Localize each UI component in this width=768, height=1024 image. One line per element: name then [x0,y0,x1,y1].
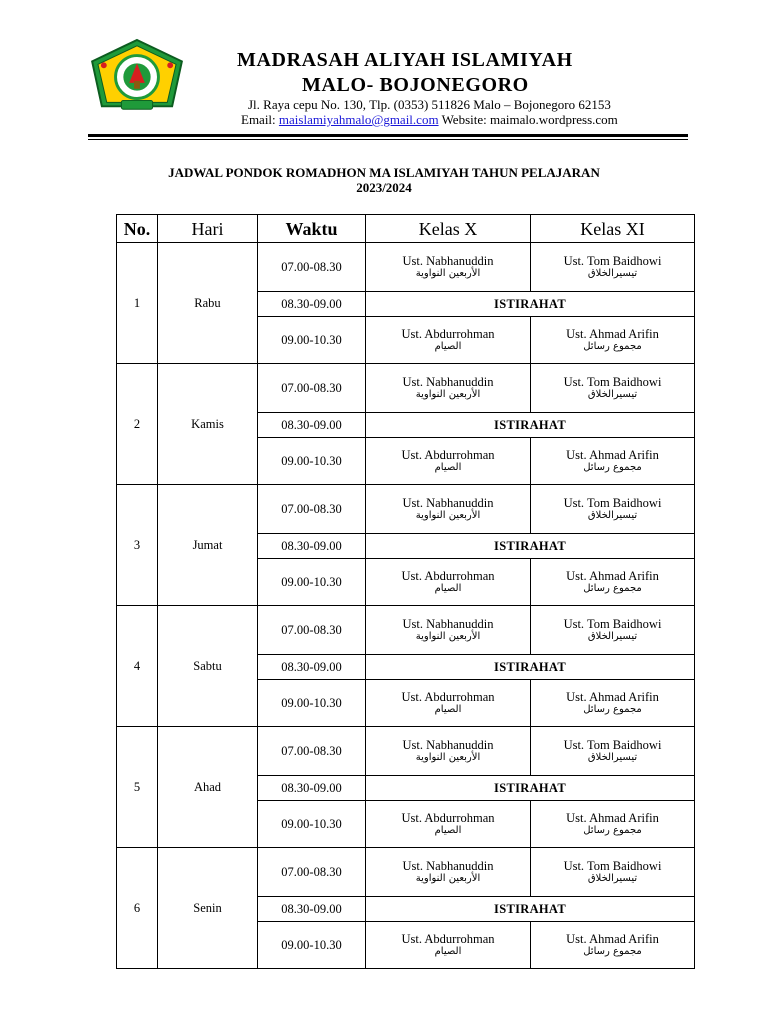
break-label: ISTIRAHAT [366,655,695,680]
header-no: No. [117,215,158,243]
class-xi-session [531,317,695,364]
subject-name: تيسيرالخلاق [587,631,638,642]
day-name: Sabtu [158,606,258,727]
table-row [117,364,695,413]
time-slot: 09.00-10.30 [258,317,366,364]
subject-name: تيسيرالخلاق [587,752,638,763]
class-x-session [366,922,531,969]
header-divider [88,134,688,142]
teacher-name: Ust. Tom Baidhowi [563,254,662,268]
day-name: Jumat [158,485,258,606]
time-slot: 08.30-09.00 [258,655,366,680]
teacher-name: Ust. Abdurrohman [401,811,495,825]
day-name: Kamis [158,364,258,485]
class-x-session [366,317,531,364]
subject-name: الصيام [434,341,462,352]
header-class-xi: Kelas XI [531,215,695,243]
class-x-session [366,606,531,655]
subject-name: مجموع رسائل [583,825,642,836]
class-xi-session [531,801,695,848]
teacher-name: Ust. Ahmad Arifin [566,569,659,583]
break-label: ISTIRAHAT [366,292,695,317]
time-slot: 07.00-08.30 [258,848,366,897]
day-name: Rabu [158,243,258,364]
subject-name: الأربعين النواوية [415,510,481,521]
table-header-row [117,215,695,243]
class-xi-session [531,848,695,897]
teacher-name: Ust. Ahmad Arifin [566,327,659,341]
teacher-name: Ust. Tom Baidhowi [563,617,662,631]
class-xi-session [531,922,695,969]
header-time: Waktu [258,215,366,243]
letterhead [0,0,768,140]
document-title: JADWAL PONDOK ROMADHON MA ISLAMIYAH TAHUN PELAJARAN [168,165,600,180]
schedule-body [117,243,695,969]
break-label: ISTIRAHAT [366,776,695,801]
time-slot: 08.30-09.00 [258,776,366,801]
school-address: Jl. Raya cepu No. 130, Tlp. (0353) 511826 Malo – Bojonegoro 62153 [248,97,611,112]
time-slot: 07.00-08.30 [258,606,366,655]
time-slot: 09.00-10.30 [258,438,366,485]
time-slot: 07.00-08.30 [258,243,366,292]
teacher-name: Ust. Tom Baidhowi [563,496,662,510]
break-label: ISTIRAHAT [366,413,695,438]
school-logo [88,38,186,118]
teacher-name: Ust. Abdurrohman [401,932,495,946]
class-x-session [366,727,531,776]
break-label: ISTIRAHAT [366,897,695,922]
teacher-name: Ust. Abdurrohman [401,327,495,341]
email-link[interactable]: maislamiyahmalo@gmail.com [278,112,439,127]
day-name: Senin [158,848,258,969]
subject-name: الصيام [434,946,462,957]
time-slot: 09.00-10.30 [258,559,366,606]
subject-name: الصيام [434,825,462,836]
time-slot: 07.00-08.30 [258,364,366,413]
teacher-name: Ust. Abdurrohman [401,569,495,583]
schedule-table [116,214,695,969]
subject-name: الصيام [434,704,462,715]
table-row [117,485,695,534]
time-slot: 08.30-09.00 [258,534,366,559]
class-xi-session [531,364,695,413]
class-xi-session [531,680,695,727]
day-number: 3 [117,485,158,606]
header-day: Hari [158,215,258,243]
day-number: 5 [117,727,158,848]
teacher-name: Ust. Ahmad Arifin [566,811,659,825]
class-x-session [366,485,531,534]
document-year: 2023/2024 [356,180,412,195]
table-row [117,243,695,292]
day-number: 1 [117,243,158,364]
time-slot: 08.30-09.00 [258,292,366,317]
day-number: 6 [117,848,158,969]
subject-name: تيسيرالخلاق [587,873,638,884]
subject-name: مجموع رسائل [583,946,642,957]
teacher-name: Ust. Ahmad Arifin [566,932,659,946]
header-class-x: Kelas X [366,215,531,243]
subject-name: الصيام [434,462,462,473]
class-x-session [366,438,531,485]
subject-name: تيسيرالخلاق [587,268,638,279]
class-x-session [366,559,531,606]
teacher-name: Ust. Nabhanuddin [402,859,494,873]
teacher-name: Ust. Nabhanuddin [402,496,494,510]
day-name: Ahad [158,727,258,848]
subject-name: مجموع رسائل [583,462,642,473]
class-xi-session [531,438,695,485]
class-xi-session [531,485,695,534]
teacher-name: Ust. Nabhanuddin [402,738,494,752]
table-row [117,848,695,897]
class-x-session [366,848,531,897]
email-label: Email: [241,112,279,127]
subject-name: مجموع رسائل [583,341,642,352]
time-slot: 08.30-09.00 [258,897,366,922]
class-x-session [366,364,531,413]
subject-name: تيسيرالخلاق [587,510,638,521]
subject-name: الأربعين النواوية [415,631,481,642]
subject-name: مجموع رسائل [583,583,642,594]
teacher-name: Ust. Tom Baidhowi [563,738,662,752]
school-name: MADRASAH ALIYAH ISLAMIYAH [237,49,573,71]
subject-name: الصيام [434,583,462,594]
website-text: Website: maimalo.wordpress.com [438,112,618,127]
teacher-name: Ust. Abdurrohman [401,690,495,704]
class-xi-session [531,243,695,292]
class-xi-session [531,559,695,606]
teacher-name: Ust. Nabhanuddin [402,375,494,389]
day-number: 2 [117,364,158,485]
class-x-session [366,801,531,848]
class-xi-session [531,727,695,776]
class-x-session [366,243,531,292]
time-slot: 08.30-09.00 [258,413,366,438]
time-slot: 09.00-10.30 [258,801,366,848]
table-row [117,606,695,655]
time-slot: 07.00-08.30 [258,485,366,534]
school-location: MALO- BOJONEGORO [302,74,529,96]
day-number: 4 [117,606,158,727]
table-row [117,727,695,776]
contact-line [241,112,618,128]
subject-name: تيسيرالخلاق [587,389,638,400]
subject-name: الأربعين النواوية [415,389,481,400]
time-slot: 07.00-08.30 [258,727,366,776]
teacher-name: Ust. Tom Baidhowi [563,375,662,389]
subject-name: مجموع رسائل [583,704,642,715]
time-slot: 09.00-10.30 [258,680,366,727]
teacher-name: Ust. Nabhanuddin [402,617,494,631]
break-label: ISTIRAHAT [366,534,695,559]
teacher-name: Ust. Tom Baidhowi [563,859,662,873]
subject-name: الأربعين النواوية [415,873,481,884]
class-xi-session [531,606,695,655]
teacher-name: Ust. Nabhanuddin [402,254,494,268]
subject-name: الأربعين النواوية [415,268,481,279]
teacher-name: Ust. Ahmad Arifin [566,690,659,704]
subject-name: الأربعين النواوية [415,752,481,763]
time-slot: 09.00-10.30 [258,922,366,969]
class-x-session [366,680,531,727]
teacher-name: Ust. Ahmad Arifin [566,448,659,462]
teacher-name: Ust. Abdurrohman [401,448,495,462]
